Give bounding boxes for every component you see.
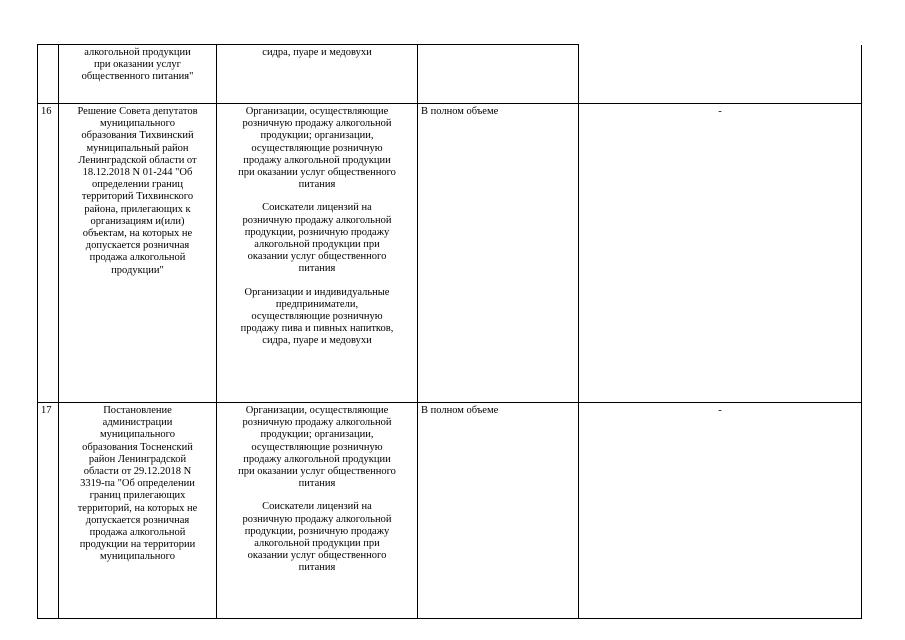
table-row [38, 45, 862, 104]
subjects-cell [217, 403, 418, 619]
note-cell [579, 45, 862, 104]
subject-paragraph: Соискатели лицензий на розничную продажу алкогольной продукции, розничную продажу алкогольной продукции при оказании услуг общественного питания [242, 202, 392, 275]
act-cell: алкогольной продукции при оказании услуг общественного питания" [59, 45, 217, 104]
table-row [38, 403, 862, 619]
act-cell: Решение Совета депутатов муниципального образования Тихвинский муниципальный район Ленинградской области от 18.12.2018 N 01-244 "Об определении границ территорий Тихвинского района, прилегающих к организациям и(или) объектам, на которых не допускается розничная продажа алкогольной продукции" [59, 104, 217, 403]
table-row [38, 104, 862, 403]
subject-paragraph: сидра, пуаре и медовухи [262, 47, 372, 58]
row-number [38, 45, 59, 104]
subject-paragraph: Организации, осуществляющие розничную продажу алкогольной продукции; организации, осуществляющие розничную продажу алкогольной продукции при оказании услуг общественного питания [238, 106, 396, 191]
row-number: 17 [38, 403, 59, 619]
subject-paragraph: Организации, осуществляющие розничную продажу алкогольной продукции; организации, осуществляющие розничную продажу алкогольной продукции при оказании услуг общественного питания [238, 405, 396, 490]
note-cell: - [579, 403, 862, 619]
subject-paragraph: Организации и индивидуальные предприниматели, осуществляющие розничную продажу пива и пивных напитков, сидра, пуаре и медовухи [240, 286, 394, 347]
scope-cell [418, 45, 579, 104]
note-cell: - [579, 104, 862, 403]
scope-cell: В полном объеме [418, 104, 579, 403]
subject-paragraph: Соискатели лицензий на розничную продажу алкогольной продукции, розничную продажу алкогольной продукции при оказании услуг общественного питания [242, 501, 392, 574]
subjects-cell [217, 45, 418, 104]
subjects-cell [217, 104, 418, 403]
row-number: 16 [38, 104, 59, 403]
scope-cell: В полном объеме [418, 403, 579, 619]
regulations-table [37, 44, 862, 619]
act-cell: Постановление администрации муниципального образования Тосненский район Ленинградской области от 29.12.2018 N 3319-па "Об определении границ прилегающих территорий, на которых не допускается розничная продажа алкогольной продукции на территории муниципального [59, 403, 217, 619]
